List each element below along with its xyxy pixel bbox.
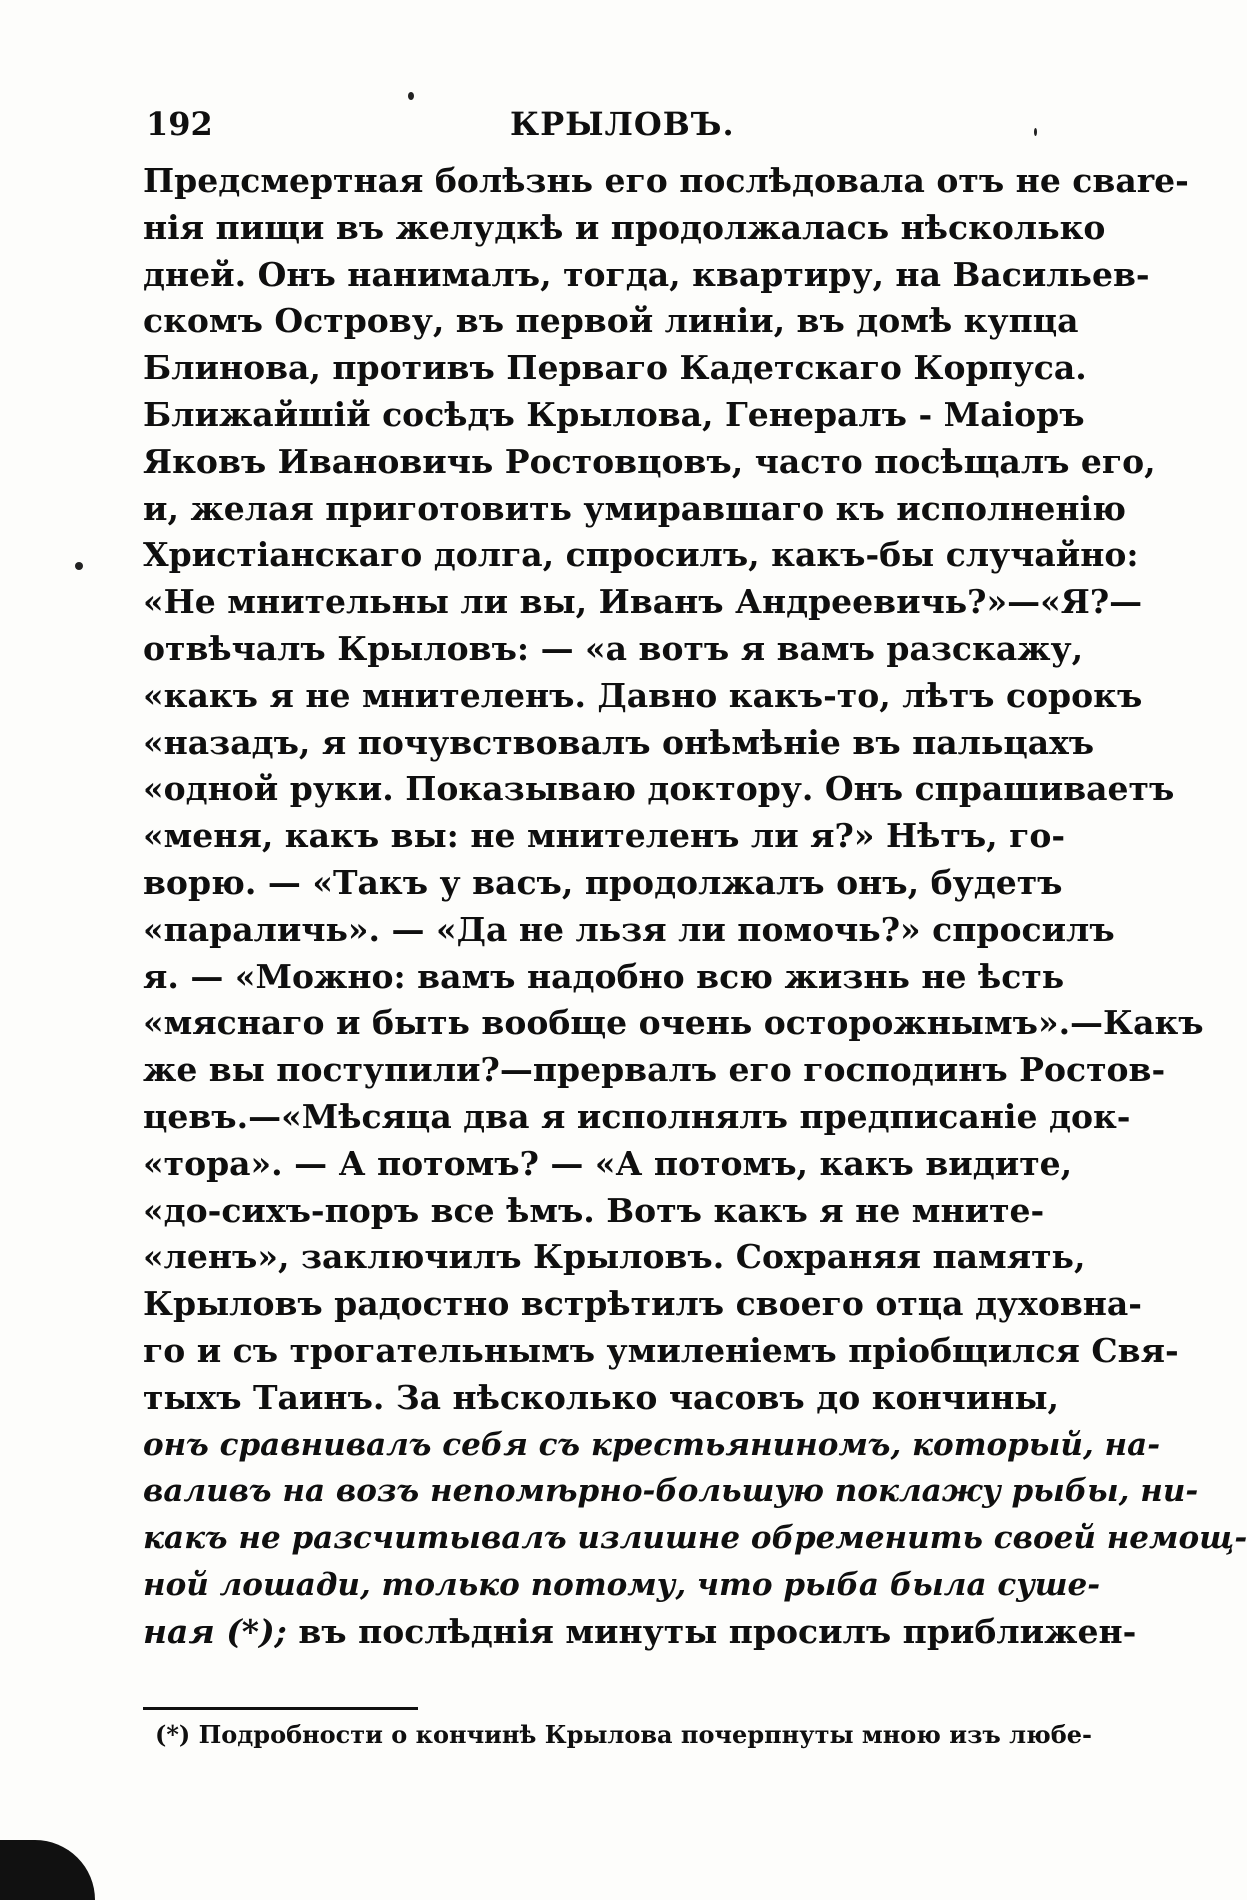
text-line: «мяснаго и быть вообще очень осторожнымъ».—Какъ bbox=[143, 1003, 1204, 1043]
running-title: КРЫЛОВЪ. bbox=[510, 105, 735, 143]
text-line: отвѣчалъ Крыловъ: — «а вотъ я вамъ разскажу, bbox=[143, 628, 1084, 668]
italic-text-line: какъ не разсчитывалъ излишне обременить своей немощ- bbox=[143, 1520, 1247, 1557]
mixed-text-line bbox=[143, 1609, 1137, 1656]
main-text bbox=[143, 158, 1247, 1656]
footnote: (*) Подробности о кончинѣ Крылова почерпнуты мною изъ любе- bbox=[155, 1720, 1092, 1749]
italic-fragment: ная (*); bbox=[143, 1611, 287, 1651]
text-line: «какъ я не мнителенъ. Давно какъ-то, лѣтъ сорокъ bbox=[143, 675, 1143, 715]
ink-speck bbox=[75, 562, 83, 570]
text-line: Яковъ Ивановичь Ростовцовъ, часто посѣщалъ его, bbox=[143, 441, 1156, 481]
text-line: я. — «Можно: вамъ надобно всю жизнь не ѣсть bbox=[143, 956, 1065, 996]
text-line: нія пищи въ желудкѣ и продолжалась нѣсколько bbox=[143, 207, 1106, 247]
text-line: ворю. — «Такъ у васъ, продолжалъ онъ, будетъ bbox=[143, 862, 1063, 902]
text-line: «меня, какъ вы: не мнителенъ ли я?» Нѣтъ, го- bbox=[143, 816, 1066, 856]
italic-text-line: валивъ на возъ непомѣрно-большую поклажу рыбы, ни- bbox=[143, 1473, 1199, 1510]
text-line: скомъ Острову, въ первой линіи, въ домѣ купца bbox=[143, 301, 1079, 341]
text-line: же вы поступили?—прервалъ его господинъ Ростов- bbox=[143, 1050, 1166, 1090]
text-line: дней. Онъ нанималъ, тогда, квартиру, на Васильев- bbox=[143, 254, 1150, 294]
text-line: «ленъ», заключилъ Крыловъ. Сохраняя память, bbox=[143, 1237, 1086, 1277]
text-line: Блинова, противъ Перваго Кадетскаго Корпуса. bbox=[143, 348, 1087, 388]
footnote-divider bbox=[143, 1707, 418, 1710]
page-number: 192 bbox=[146, 105, 213, 143]
text-line: го и съ трогательнымъ умиленіемъ пріобщился Свя- bbox=[143, 1330, 1179, 1370]
text-line: Ближайшій сосѣдъ Крылова, Генералъ - Маіоръ bbox=[143, 394, 1085, 434]
text-line: «Не мнительны ли вы, Иванъ Андреевичь?»—«Я?— bbox=[143, 582, 1143, 622]
ink-speck bbox=[1034, 128, 1037, 136]
text-line: «одной руки. Показываю доктору. Онъ спрашиваетъ bbox=[143, 769, 1175, 809]
text-line: цевъ.—«Мѣсяца два я исполнялъ предписаніе док- bbox=[143, 1096, 1131, 1136]
text-line: Крыловъ радостно встрѣтилъ своего отца духовна- bbox=[143, 1284, 1143, 1324]
text-line: «до-сихъ-поръ все ѣмъ. Вотъ какъ я не мните- bbox=[143, 1190, 1045, 1230]
text-line: и, желая приготовить умиравшаго къ исполненію bbox=[143, 488, 1126, 528]
ink-speck bbox=[408, 92, 414, 100]
text-line: «тора». — А потомъ? — «А потомъ, какъ видите, bbox=[143, 1143, 1073, 1183]
text-line: Христіанскаго долга, спросилъ, какъ-бы случайно: bbox=[143, 535, 1139, 575]
text-line: Предсмертная болѣзнь его послѣдовала отъ не свare- bbox=[143, 161, 1189, 200]
italic-text-line: ной лошади, только потому, что рыба была суше- bbox=[143, 1566, 1101, 1603]
text-line: «параличь». — «Да не льзя ли помочь?» спросилъ bbox=[143, 909, 1115, 949]
page-header bbox=[140, 105, 1040, 145]
text-line: «назадъ, я почувствовалъ онѣмѣніе въ пальцахъ bbox=[143, 722, 1095, 762]
regular-fragment: въ послѣднія минуты просилъ приближен- bbox=[286, 1611, 1137, 1651]
text-line: тыхъ Таинъ. За нѣсколько часовъ до кончины, bbox=[143, 1377, 1060, 1417]
italic-text-line: онъ сравнивалъ себя съ крестьяниномъ, который, на- bbox=[143, 1426, 1161, 1463]
scan-corner-shadow bbox=[0, 1840, 95, 1900]
